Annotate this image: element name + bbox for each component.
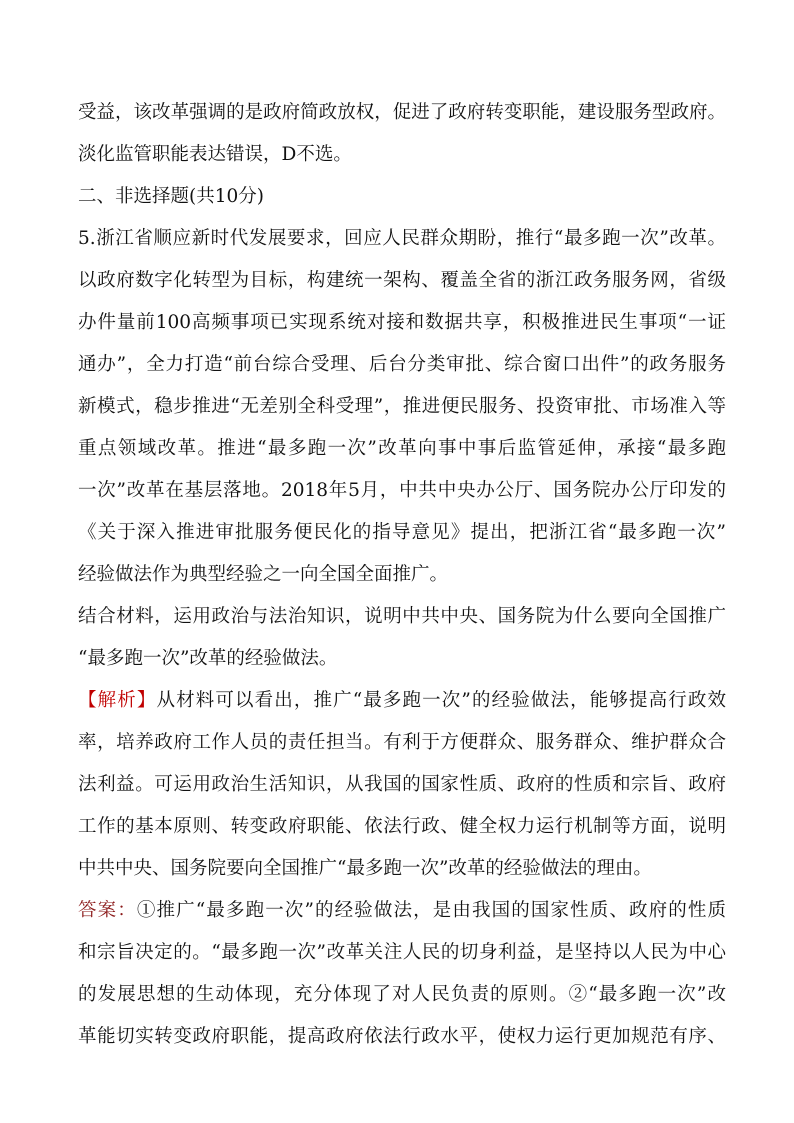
question-line: 《关于深入推进审批服务便民化的指导意见》提出，把浙江省“最多跑一次” [78, 522, 726, 543]
analysis-text: 从材料可以看出，推广“最多跑一次”的经验做法，能够提高行政效 [156, 690, 726, 711]
answer-line: 和宗旨决定的。“最多跑一次”改革关注人民的切身利益，是坚持以人民为中心 [78, 942, 726, 963]
analysis-line: 工作的基本原则、转变政府职能、依法行政、健全权力运行机制等方面，说明 [78, 816, 726, 837]
question-prompt: “最多跑一次”改革的经验做法。 [78, 648, 338, 669]
answer-label: 答案： [78, 900, 137, 921]
question-line: 经验做法作为典型经验之一向全国全面推广。 [78, 564, 449, 585]
analysis-line: 法利益。可运用政治生活知识，从我国的国家性质、政府的性质和宗旨、政府 [78, 774, 726, 795]
question-line: 新模式，稳步推进“无差别全科受理”，推进便民服务、投资审批、市场准入等 [78, 396, 726, 417]
analysis-label: 【解析】 [78, 690, 157, 711]
document-page [78, 99, 726, 1065]
question-line: 一次”改革在基层落地。2018年5月，中共中央办公厅、国务院办公厅印发的 [78, 480, 726, 501]
question-prompt: 结合材料，运用政治与法治知识，说明中共中央、国务院为什么要向全国推广 [78, 606, 726, 627]
question-line: 办件量前100高频事项已实现系统对接和数据共享，积极推进民生事项“一证 [78, 312, 726, 333]
text-line: 淡化监管职能表达错误，D不选。 [78, 144, 352, 165]
answer-text: ①推广“最多跑一次”的经验做法，是由我国的国家性质、政府的性质 [136, 900, 726, 921]
answer-line: 的发展思想的生动体现，充分体现了对人民负责的原则。②“最多跑一次”改 [78, 984, 726, 1005]
analysis-line: 率，培养政府工作人员的责任担当。有利于方便群众、服务群众、维护群众合 [78, 732, 726, 753]
analysis-line [78, 687, 726, 715]
question-line: 以政府数字化转型为目标，构建统一架构、覆盖全省的浙江政务服务网，省级 [78, 270, 726, 291]
section-heading: 二、非选择题(共10分) [78, 186, 264, 207]
text-line: 受益，该改革强调的是政府简政放权，促进了政府转变职能，建设服务型政府。 [78, 102, 726, 123]
question-line: 5.浙江省顺应新时代发展要求，回应人民群众期盼，推行“最多跑一次”改革。 [78, 228, 726, 249]
question-line: 重点领域改革。推进“最多跑一次”改革向事中事后监管延伸，承接“最多跑 [78, 438, 726, 459]
question-line: 通办”，全力打造“前台综合受理、后台分类审批、综合窗口出件”的政务服务 [78, 354, 726, 375]
answer-line [78, 897, 726, 925]
analysis-line: 中共中央、国务院要向全国推广“最多跑一次”改革的经验做法的理由。 [78, 858, 652, 879]
answer-line: 革能切实转变政府职能，提高政府依法行政水平，使权力运行更加规范有序、 [78, 1026, 726, 1047]
